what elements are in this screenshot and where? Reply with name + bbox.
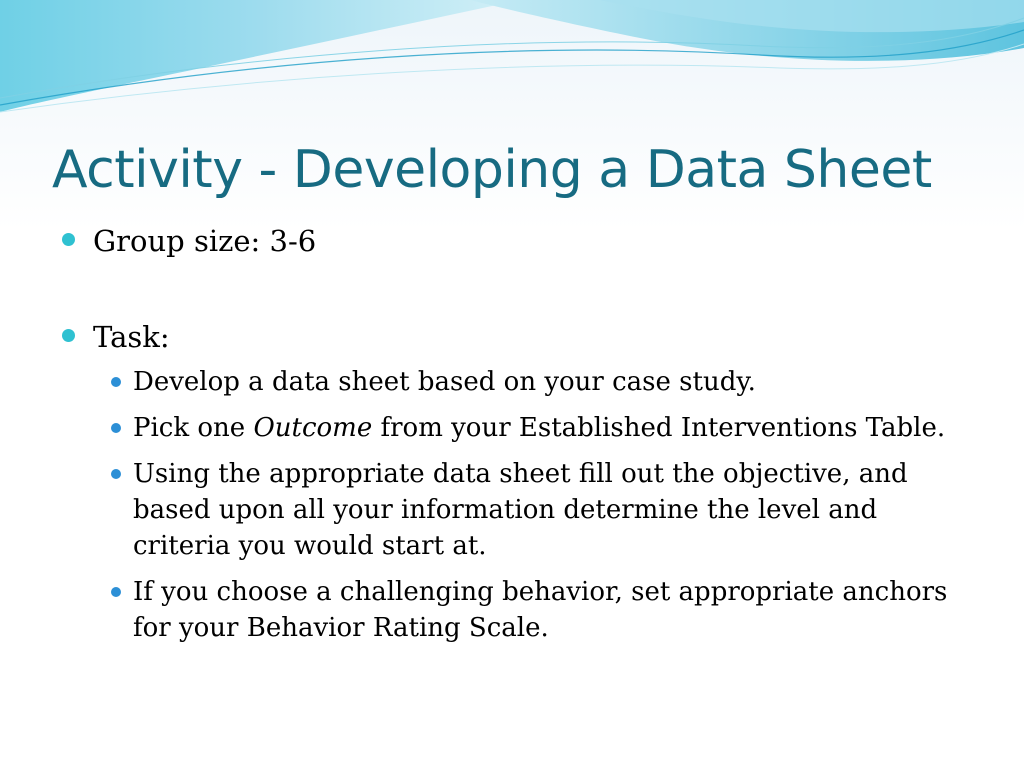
sub-bullet-text: Develop a data sheet based on your case study. xyxy=(133,367,756,397)
sub-bullet xyxy=(93,364,970,400)
bullet-group-size xyxy=(60,222,970,260)
task-sub-list xyxy=(93,364,970,646)
sub-bullet xyxy=(93,574,970,646)
sub-bullet-text-post: from your Established Interventions Table. xyxy=(372,413,946,443)
slide-title: Activity - Developing a Data Sheet xyxy=(52,140,932,200)
sub-bullet-dot-icon xyxy=(111,469,121,479)
sub-bullet-dot-icon xyxy=(111,377,121,387)
wave-decoration xyxy=(0,0,1024,130)
slide-body xyxy=(60,222,970,656)
bullet-dot-icon xyxy=(62,233,75,246)
sub-bullet xyxy=(93,410,970,446)
sub-bullet-dot-icon xyxy=(111,587,121,597)
sub-bullet xyxy=(93,456,970,564)
bullet-text: Task: xyxy=(93,320,170,354)
bullet-dot-icon xyxy=(62,329,75,342)
sub-bullet-text: Using the appropriate data sheet fill out the objective, and based upon all your information determine the level and criteria you would start at. xyxy=(133,459,908,561)
sub-bullet-text-pre: Pick one xyxy=(133,413,254,443)
sub-bullet-text: If you choose a challenging behavior, set appropriate anchors for your Behavior Rating Scale. xyxy=(133,577,948,643)
bullet-task xyxy=(60,318,970,646)
sub-bullet-dot-icon xyxy=(111,423,121,433)
bullet-text: Group size: 3-6 xyxy=(93,224,317,258)
sub-bullet-text-emphasis: Outcome xyxy=(253,413,373,443)
